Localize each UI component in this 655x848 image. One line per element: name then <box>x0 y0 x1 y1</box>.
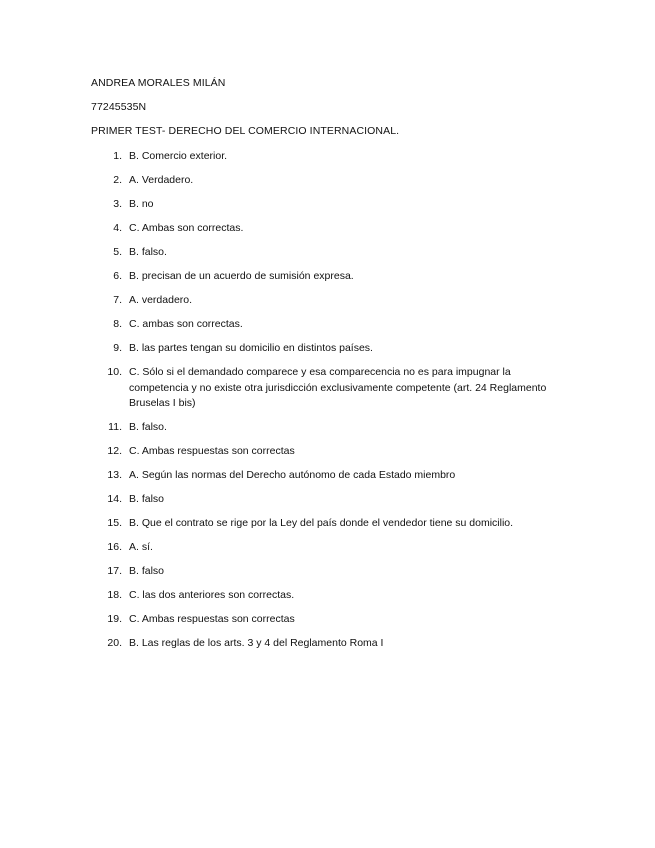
item-number: 8. <box>113 318 122 330</box>
item-text: B. no <box>129 198 154 210</box>
list-item <box>0 588 655 604</box>
list-item <box>0 540 655 556</box>
item-number: 10. <box>107 366 122 378</box>
item-text: B. las partes tengan su domicilio en distintos países. <box>129 342 373 354</box>
list-item <box>0 420 655 436</box>
item-text: C. Ambas son correctas. <box>129 222 244 234</box>
answer-list <box>0 149 655 660</box>
list-item <box>0 564 655 580</box>
list-item <box>0 612 655 628</box>
item-number: 6. <box>113 270 122 282</box>
item-text: B. Que el contrato se rige por la Ley del país donde el vendedor tiene su domicilio. <box>129 517 514 529</box>
list-item <box>0 516 655 532</box>
list-item <box>0 293 655 309</box>
list-item <box>0 173 655 189</box>
item-number: 3. <box>113 198 122 210</box>
student-id: 77245535N <box>91 101 147 113</box>
item-text: B. precisan de un acuerdo de sumisión expresa. <box>129 270 354 282</box>
test-title: PRIMER TEST- DERECHO DEL COMERCIO INTERNACIONAL. <box>91 125 400 137</box>
item-number: 7. <box>113 294 122 306</box>
item-number: 15. <box>107 517 122 529</box>
item-number: 19. <box>107 613 122 625</box>
item-text: C. las dos anteriores son correctas. <box>129 589 295 601</box>
item-text: C. Ambas respuestas son correctas <box>129 613 295 625</box>
item-number: 4. <box>113 222 122 234</box>
item-number: 12. <box>107 445 122 457</box>
list-item <box>0 317 655 333</box>
item-number: 1. <box>113 150 122 162</box>
list-item <box>0 245 655 261</box>
item-number: 17. <box>107 565 122 577</box>
item-number: 13. <box>107 469 122 481</box>
list-item <box>0 341 655 357</box>
item-number: 14. <box>107 493 122 505</box>
item-text: A. Verdadero. <box>129 174 194 186</box>
item-text: B. falso. <box>129 246 167 258</box>
list-item <box>0 492 655 508</box>
item-text: B. Las reglas de los arts. 3 y 4 del Reglamento Roma I <box>129 637 384 649</box>
student-name: ANDREA MORALES MILÁN <box>91 77 226 89</box>
list-item <box>0 149 655 165</box>
item-text: A. Según las normas del Derecho autónomo de cada Estado miembro <box>129 469 456 481</box>
item-number: 11. <box>108 421 122 433</box>
list-item <box>0 468 655 484</box>
list-item <box>0 365 655 412</box>
list-item <box>0 444 655 460</box>
item-text: C. ambas son correctas. <box>129 318 243 330</box>
item-text: C. Sólo si el demandado comparece y esa comparecencia no es para impugnar la competencia y no existe otra jurisdicción exclusivamente competente (art. 24 Reglamento Bruselas I bis) <box>129 366 547 409</box>
list-item <box>0 197 655 213</box>
item-text: A. verdadero. <box>129 294 193 306</box>
list-item <box>0 269 655 285</box>
list-item <box>0 636 655 652</box>
item-number: 5. <box>113 246 122 258</box>
item-text: B. Comercio exterior. <box>129 150 228 162</box>
item-number: 20. <box>107 637 122 649</box>
item-text: B. falso <box>129 493 165 505</box>
item-number: 9. <box>113 342 122 354</box>
item-text: B. falso <box>129 565 165 577</box>
list-item <box>0 221 655 237</box>
item-text: B. falso. <box>129 421 167 433</box>
item-number: 18. <box>107 589 122 601</box>
item-number: 16. <box>107 541 122 553</box>
item-number: 2. <box>113 174 122 186</box>
item-text: C. Ambas respuestas son correctas <box>129 445 295 457</box>
item-text: A. sí. <box>129 541 153 553</box>
